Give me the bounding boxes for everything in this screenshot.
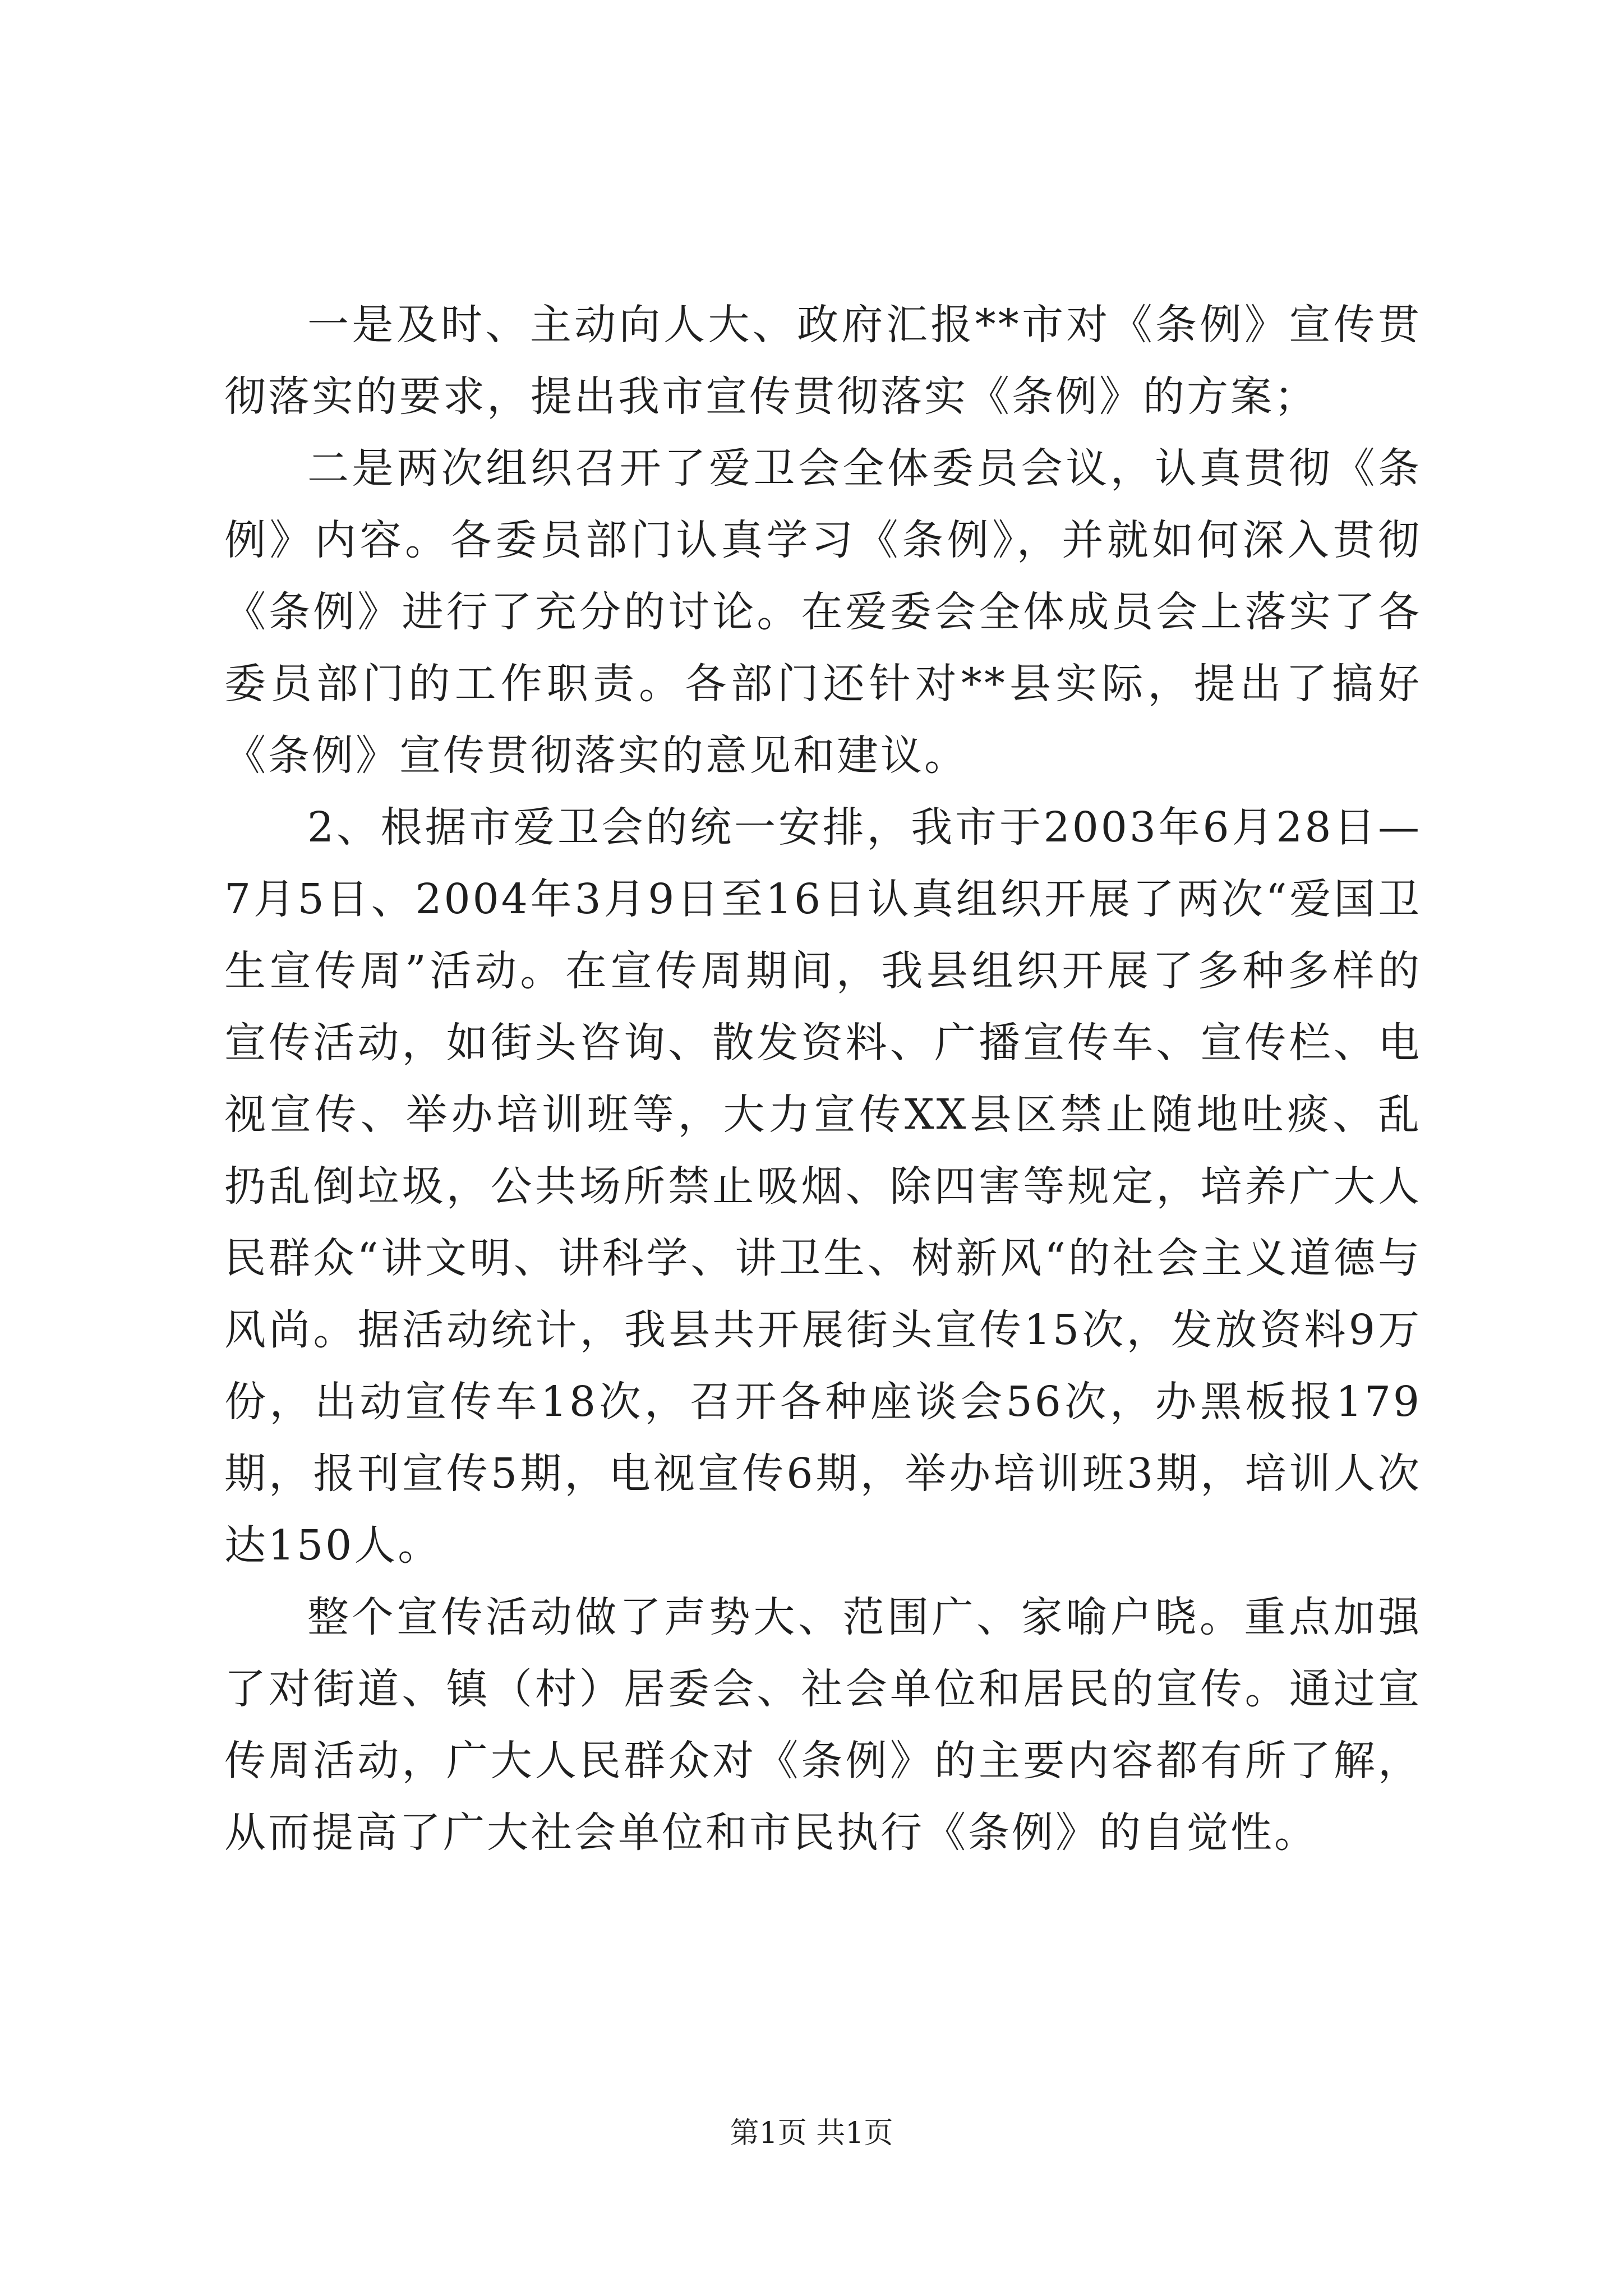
page-number-footer: 第1页 共1页 [730,2116,893,2150]
document-body [224,289,1422,1869]
paragraph-4: 整个宣传活动做了声势大、范围广、家喻户晓。重点加强了对街道、镇（村）居委会、社会单位和居民的宣传。通过宣传周活动，广大人民群众对《条例》的主要内容都有所了解，从而提高了广大社会单位和市民执行《条例》的自觉性。 [224,1593,1422,1857]
paragraph-3: 2、根据市爱卫会的统一安排，我市于2003年6月28日—7月5日、2004年3月9日至16日认真组织开展了两次“爱国卫生宣传周”活动。在宣传周期间，我县组织开展了多种多样的宣传活动，如街头咨询、散发资料、广播宣传车、宣传栏、电视宣传、举办培训班等，大力宣传XX县区禁止随地吐痰、乱扔乱倒垃圾，公共场所禁止吸烟、除四害等规定，培养广大人民群众“讲文明、讲科学、讲卫生、树新风“的社会主义道德与风尚。据活动统计，我县共开展街头宣传15次，发放资料9万份，出动宣传车18次，召开各种座谈会56次，办黑板报179期，报刊宣传5期，电视宣传6期，举办培训班3期，培训人次达150人。 [224,803,1422,1570]
paragraph-1: 一是及时、主动向人大、政府汇报**市对《条例》宣传贯彻落实的要求，提出我市宣传贯彻落实《条例》的方案； [224,301,1422,421]
paragraph-2: 二是两次组织召开了爱卫会全体委员会议，认真贯彻《条例》内容。各委员部门认真学习《条例》，并就如何深入贯彻《条例》进行了充分的讨论。在爱委会全体成员会上落实了各委员部门的工作职责。各部门还针对**县实际，提出了搞好《条例》宣传贯彻落实的意见和建议。 [224,444,1422,780]
